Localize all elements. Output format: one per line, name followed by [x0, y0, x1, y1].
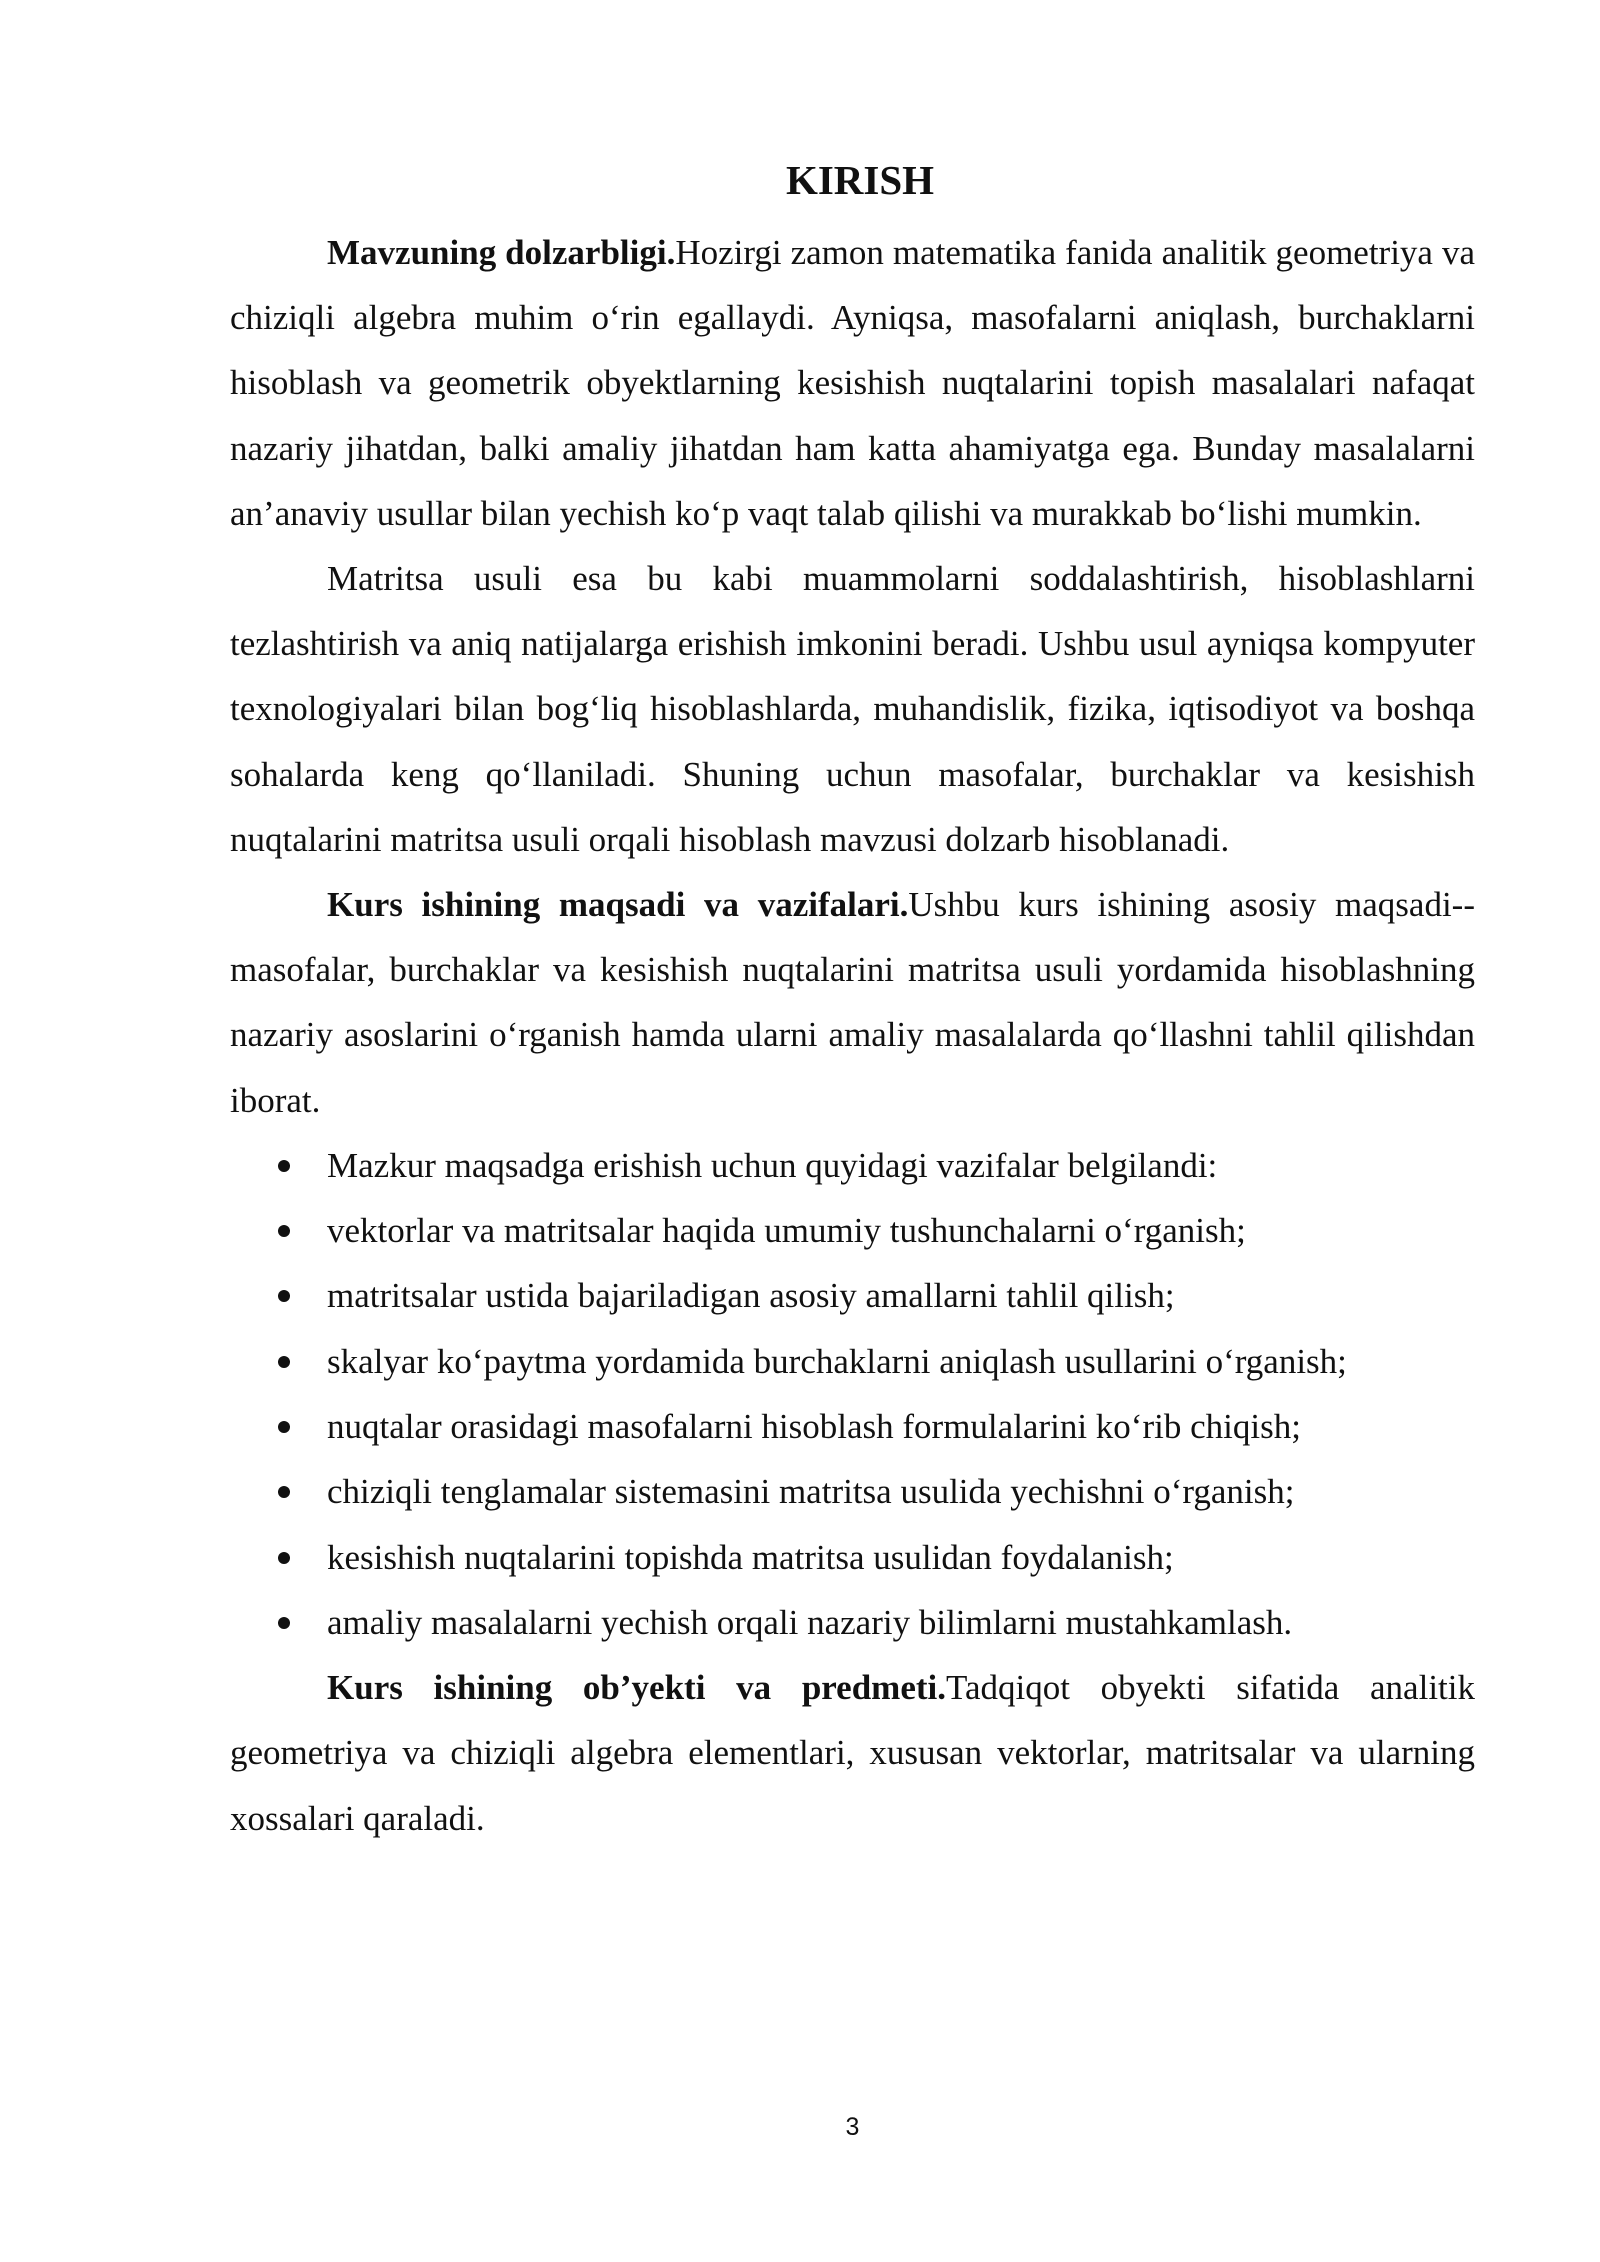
list-item: [230, 1198, 1475, 1263]
task-text: kesishish nuqtalarini topishda matritsa usulidan foydalanish;: [327, 1537, 1174, 1577]
task-text: matritsalar ustida bajariladigan asosiy amallarni tahlil qilish;: [327, 1276, 1175, 1316]
bullet-icon: [278, 1486, 290, 1498]
list-item: [230, 1133, 1475, 1198]
object-paragraph: [230, 1655, 1475, 1851]
goals-paragraph: [230, 872, 1475, 1133]
page-number: 3: [845, 2113, 860, 2141]
relevance-heading: Mavzuning dolzarbligi.: [327, 233, 676, 272]
list-item: [230, 1590, 1475, 1655]
bullet-icon: [278, 1356, 290, 1368]
bullet-icon: [278, 1160, 290, 1172]
matrix-method-paragraph: [230, 546, 1475, 872]
list-item: [230, 1394, 1475, 1459]
page-content: [230, 140, 1475, 1851]
list-item: [230, 1329, 1475, 1394]
list-item: [230, 1459, 1475, 1524]
bullet-icon: [278, 1617, 290, 1629]
relevance-paragraph: [230, 220, 1475, 546]
relevance-text: Hozirgi zamon matematika fanida analitik geometriya va chiziqli algebra muhim o‘rin egallaydi. Ayniqsa, masofalarni aniqlash, burchaklarni hisoblash va geometrik obyektlarning kesishish nuqtalarini topish masalalari nafaqat nazariy jihatdan, balki amaliy jihatdan ham katta ahamiyatga ega. Bunday masalalarni an’anaviy usullar bilan yechish ko‘p vaqt talab qilishi va murakkab bo‘lishi mumkin.: [230, 233, 1475, 533]
bullet-icon: [278, 1225, 290, 1237]
bullet-icon: [278, 1552, 290, 1564]
list-item: [230, 1263, 1475, 1328]
tasks-list: [230, 1133, 1475, 1655]
bullet-icon: [278, 1421, 290, 1433]
list-item: [230, 1525, 1475, 1590]
task-text: amaliy masalalarni yechish orqali nazariy bilimlarni mustahkamlash.: [327, 1602, 1293, 1642]
task-text: vektorlar va matritsalar haqida umumiy tushunchalarni o‘rganish;: [327, 1211, 1246, 1251]
matrix-method-text: Matritsa usuli esa bu kabi muammolarni soddalashtirish, hisoblashlarni tezlashtirish va aniq natijalarga erishish imkonini beradi. Ushbu usul ayniqsa kompyuter texnologiyalari bilan bog‘liq hisoblashlarda, muhandislik, fizika, iqtisodiyot va boshqa sohalarda keng qo‘llaniladi. Shuning uchun masofalar, burchaklar va kesishish nuqtalarini matritsa usuli orqali hisoblash mavzusi dolzarb hisoblanadi.: [230, 559, 1475, 859]
goals-text: Ushbu kurs ishining asosiy maqsadi--masofalar, burchaklar va kesishish nuqtalarini matritsa usuli yordamida hisoblashning nazariy asoslarini o‘rganish hamda ularni amaliy masalalarda qo‘llashni tahlil qilishdan iborat.: [230, 885, 1475, 1120]
task-text: skalyar ko‘paytma yordamida burchaklarni aniqlash usullarini o‘rganish;: [327, 1341, 1347, 1381]
task-text: chiziqli tenglamalar sistemasini matritsa usulida yechishni o‘rganish;: [327, 1472, 1295, 1512]
goals-heading: Kurs ishining maqsadi va vazifalari.: [327, 885, 909, 925]
page-title: KIRISH: [785, 157, 935, 203]
object-text: Tadqiqot obyekti sifatida analitik geometriya va chiziqli algebra elementlari, xususan vektorlar, matritsalar va ularning xossalari qaraladi.: [230, 1668, 1475, 1838]
task-text: Mazkur maqsadga erishish uchun quyidagi vazifalar belgilandi:: [327, 1145, 1218, 1185]
bullet-icon: [278, 1290, 290, 1302]
task-text: nuqtalar orasidagi masofalarni hisoblash formulalarini ko‘rib chiqish;: [327, 1407, 1301, 1447]
object-heading: Kurs ishining ob’yekti va predmeti.: [327, 1668, 947, 1708]
